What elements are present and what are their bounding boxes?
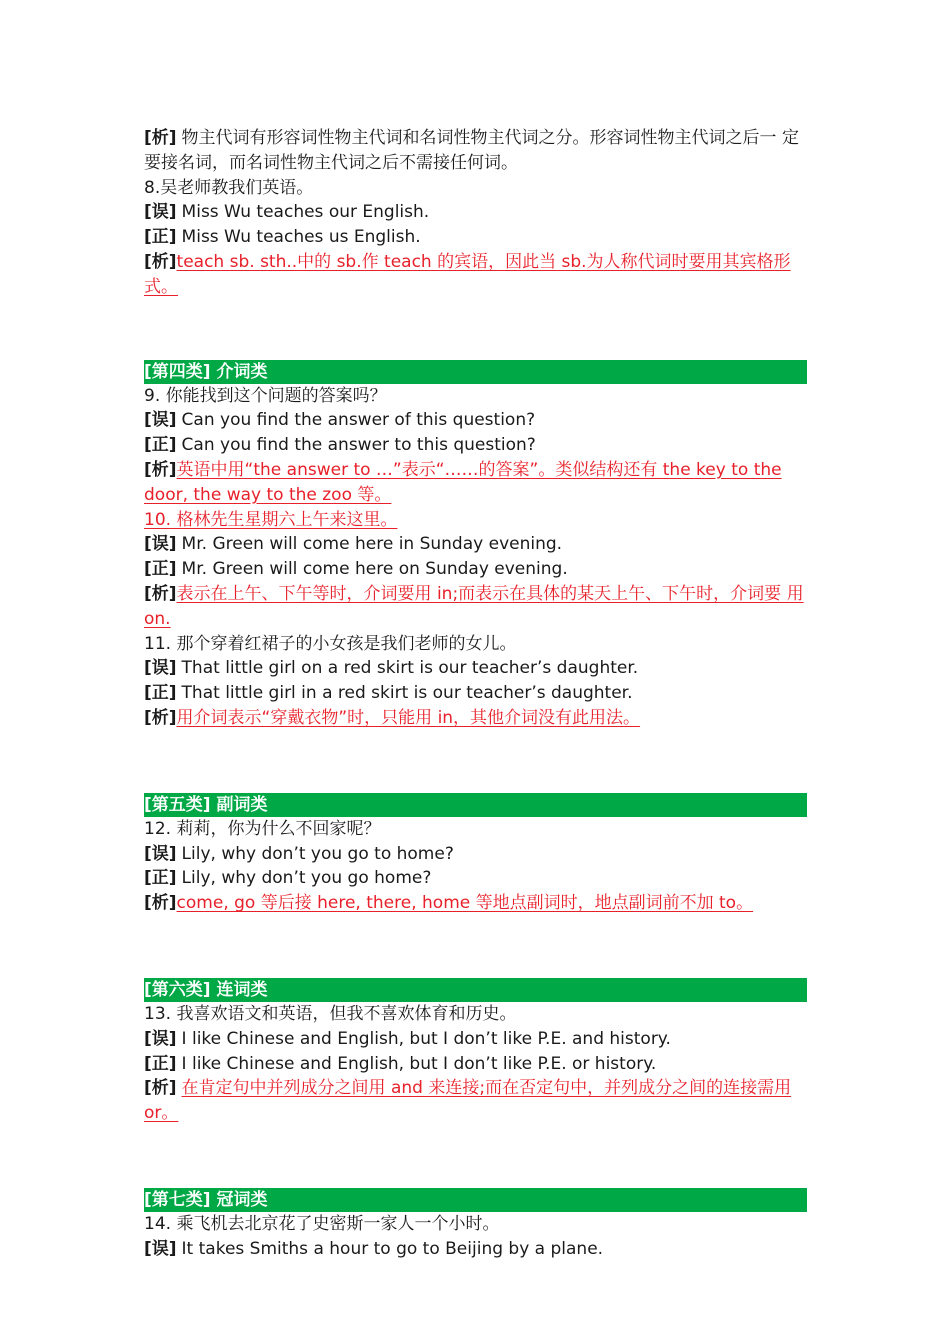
wrong-text: That little girl on a red skirt is our teacher’s daughter.	[181, 658, 639, 679]
question-11: 11. 那个穿着红裙子的小女孩是我们老师的女儿。	[144, 633, 517, 654]
section-header-prepositions: [第四类] 介词类	[144, 360, 807, 384]
section-header-conjunctions: [第六类] 连词类	[144, 978, 807, 1002]
correct-line	[144, 1052, 807, 1077]
correct-line	[144, 433, 807, 458]
correct-line	[144, 866, 807, 891]
wrong-text: Mr. Green will come here in Sunday evening.	[181, 534, 563, 555]
wrong-tag: [误]	[144, 202, 177, 223]
wrong-line	[144, 408, 807, 433]
correct-tag: [正]	[144, 1053, 177, 1074]
analysis-line	[144, 891, 807, 916]
analysis-tag: [析]	[144, 128, 177, 148]
analysis-line	[144, 582, 807, 632]
question-10: 10. 格林先生星期六上午来这里。	[144, 509, 398, 530]
correct-line	[144, 557, 807, 582]
analysis-line	[144, 126, 807, 176]
analysis-tag: [析]	[144, 459, 177, 480]
wrong-line	[144, 200, 807, 225]
wrong-text: It takes Smiths a hour to go to Beijing by a plane.	[181, 1238, 604, 1259]
wrong-tag: [误]	[144, 1028, 177, 1049]
analysis-tag: [析]	[144, 893, 177, 914]
analysis-tag: [析]	[144, 583, 177, 604]
correct-tag: [正]	[144, 435, 177, 456]
correct-line	[144, 225, 807, 250]
analysis-tag: [析]	[144, 251, 177, 272]
wrong-tag: [误]	[144, 843, 177, 864]
analysis-line	[144, 250, 807, 300]
wrong-tag: [误]	[144, 658, 177, 679]
question-8: 8.吴老师教我们英语。	[144, 177, 314, 198]
correct-text: Miss Wu teaches us English.	[181, 227, 421, 248]
wrong-line	[144, 1237, 807, 1262]
analysis-text: 物主代词有形容词性物主代词和名词性物主代词之分。形容词性物主代词之后一 定要接名词，而名词性物主代词之后不需接任何词。	[144, 128, 799, 173]
analysis-text: 表示在上午、下午等时，介词要用 in;而表示在具体的某天上午、下午时，介词要 用 on.	[144, 583, 804, 629]
correct-line	[144, 681, 807, 706]
correct-tag: [正]	[144, 683, 177, 704]
correct-text: Can you find the answer to this question?	[181, 435, 536, 456]
correct-text: Mr. Green will come here on Sunday evening.	[181, 559, 568, 580]
wrong-line	[144, 532, 807, 557]
wrong-line	[144, 1027, 807, 1052]
wrong-tag: [误]	[144, 1238, 177, 1259]
wrong-text: Can you find the answer of this question?	[181, 410, 536, 431]
wrong-text: I like Chinese and English, but I don’t like P.E. and history.	[181, 1028, 671, 1049]
analysis-text: 在肯定句中并列成分之间用 and 来连接;而在否定句中，并列成分之间的连接需用 or。	[144, 1078, 792, 1124]
analysis-text: 用介词表示“穿戴衣物”时，只能用 in，其他介词没有此用法。	[176, 707, 641, 728]
analysis-line	[144, 458, 807, 508]
question-9: 9. 你能找到这个问题的答案吗？	[144, 385, 387, 406]
analysis-text: come, go 等后接 here, there, home 等地点副词时，地点副词前不加 to。	[176, 893, 754, 914]
correct-text: That little girl in a red skirt is our teacher’s daughter.	[181, 683, 633, 704]
wrong-text: Lily, why don’t you go to home?	[181, 843, 454, 864]
analysis-line	[144, 706, 807, 731]
correct-tag: [正]	[144, 227, 177, 248]
analysis-text: 英语中用“the answer to …”表示“……的答案”。类似结构还有 the key to the door, the way to the zoo 等。	[144, 459, 782, 505]
wrong-line	[144, 842, 807, 867]
analysis-line	[144, 1076, 807, 1126]
wrong-line	[144, 656, 807, 681]
correct-tag: [正]	[144, 559, 177, 580]
wrong-tag: [误]	[144, 410, 177, 431]
correct-tag: [正]	[144, 868, 177, 889]
wrong-text: Miss Wu teaches our English.	[181, 202, 430, 223]
section-header-articles: [第七类] 冠词类	[144, 1188, 807, 1212]
analysis-tag: [析]	[144, 707, 177, 728]
correct-text: I like Chinese and English, but I don’t like P.E. or history.	[181, 1053, 657, 1074]
wrong-tag: [误]	[144, 534, 177, 555]
document-page	[144, 126, 807, 1262]
analysis-tag: [析]	[144, 1078, 177, 1099]
section-header-adverbs: [第五类] 副词类	[144, 793, 807, 817]
question-13: 13. 我喜欢语文和英语，但我不喜欢体育和历史。	[144, 1003, 517, 1024]
question-12: 12. 莉莉，你为什么不回家呢？	[144, 818, 381, 839]
question-14: 14. 乘飞机去北京花了史密斯一家人一个小时。	[144, 1213, 500, 1234]
analysis-text: teach sb. sth..中的 sb.作 teach 的宾语，因此当 sb.为人称代词时要用其宾格形式。	[144, 251, 791, 297]
correct-text: Lily, why don’t you go home?	[181, 868, 432, 889]
